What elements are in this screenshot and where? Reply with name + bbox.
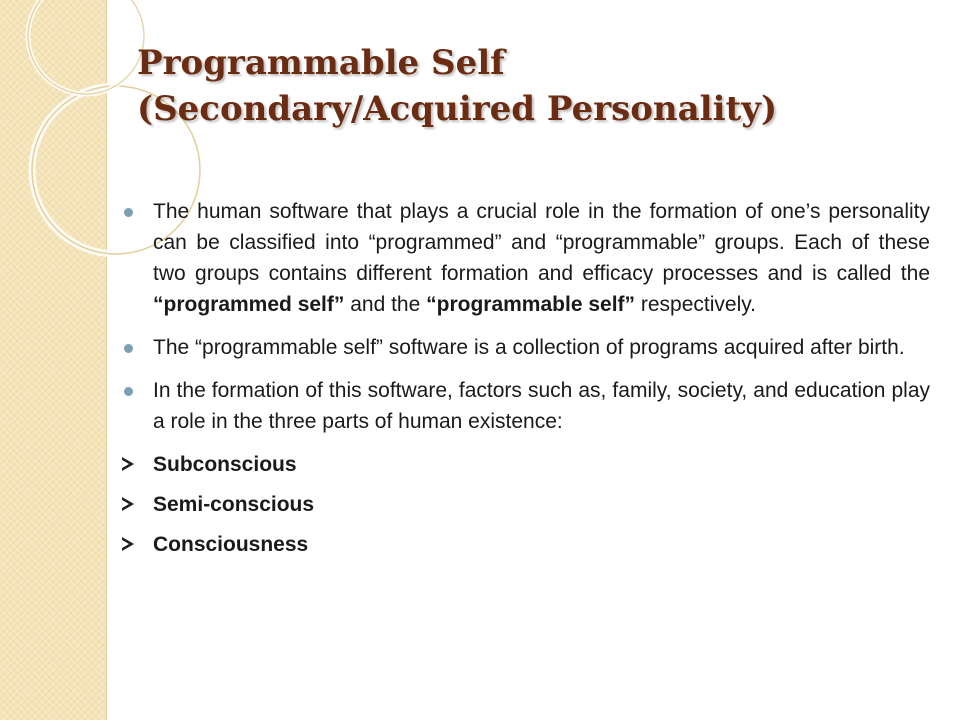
arrow-bullet-icon [122, 537, 134, 551]
arrow-item-consciousness [122, 529, 930, 569]
title-line-1: Programmable Self [137, 43, 505, 83]
bold-term-programmable-self: “programmable self” [426, 293, 636, 316]
bullet-dot-icon [124, 344, 133, 353]
bullet-item-3 [122, 375, 930, 437]
arrow-bullet-icon [122, 497, 134, 511]
slide-body [122, 196, 930, 569]
bullet-text: The human software that plays a crucial role in the formation of one’s personality can be classified into “programmed” and “programmable” groups. Each of these two groups contains different formation and efficacy processes and is called the “programmed self” and the “programmable self” respectively. [153, 200, 930, 316]
arrow-bullet-icon [122, 457, 134, 471]
arrow-item-label: Semi-conscious [153, 493, 315, 516]
bullet-text: The “programmable self” software is a collection of programs acquired after birth. [153, 336, 905, 359]
title-line-2: (Secondary/Acquired Personality) [137, 89, 778, 129]
bold-term-programmed-self: “programmed self” [153, 293, 345, 316]
bullet-item-1 [122, 196, 930, 320]
bullet-text: In the formation of this software, factors such as, family, society, and education play a role in the three parts of human existence: [153, 379, 930, 433]
arrow-item-subconscious [122, 449, 930, 489]
arrow-item-label: Consciousness [153, 533, 309, 556]
bullet-dot-icon [124, 387, 133, 396]
slide-title [137, 40, 917, 132]
decorative-side-strip [0, 0, 107, 720]
arrow-item-label: Subconscious [153, 453, 297, 476]
arrow-item-semi-conscious [122, 489, 930, 529]
bullet-item-2 [122, 332, 930, 363]
bullet-dot-icon [124, 208, 133, 217]
